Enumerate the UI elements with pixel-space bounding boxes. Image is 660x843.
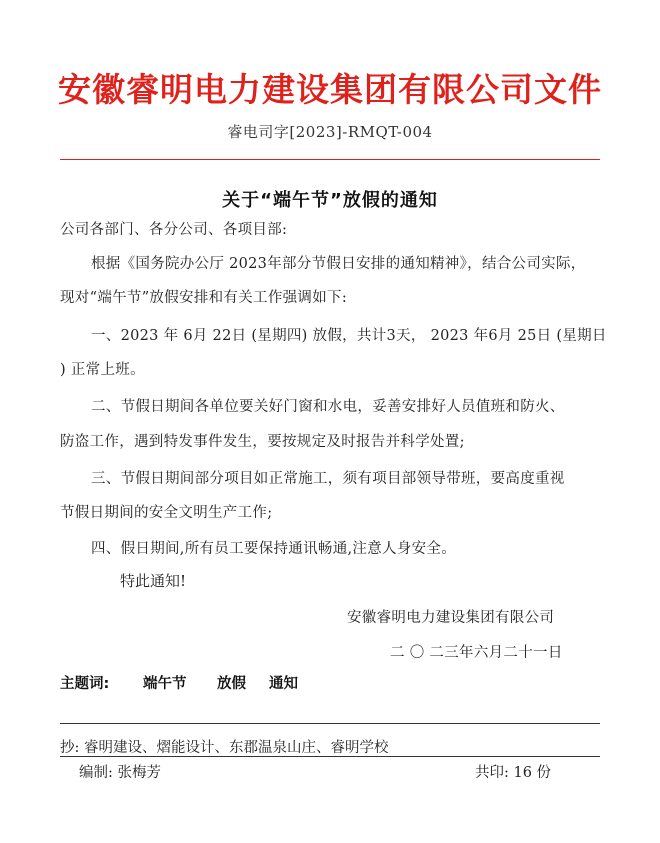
copies-count: 共印: 16 份: [475, 765, 552, 781]
notice-title: 关于“端午节”放假的通知: [222, 190, 438, 211]
intro-paragraph-line2: 现对“端午节”放假安排和有关工作强调如下:: [60, 290, 348, 306]
salutation: 公司各部门、各分公司、各项目部:: [60, 222, 288, 238]
editor: 编制: 张梅芳: [79, 765, 161, 781]
item-1-line1: 一、2023 年 6月 22日 (星期四) 放假，共计3天， 2023 年6月 25日 (星期日: [91, 328, 607, 344]
item-1-line2: ) 正常上班。: [60, 362, 145, 378]
intro-paragraph-line1: 根据《国务院办公厅 2023年部分节假日安排的通知精神》，结合公司实际，: [91, 256, 586, 272]
red-header-divider: [60, 159, 600, 160]
document-header-title: 安徽睿明电力建设集团有限公司文件: [58, 70, 602, 109]
document-number: 睿电司字[2023]-RMQT-004: [227, 123, 433, 141]
signature-company: 安徽睿明电力建设集团有限公司: [347, 610, 555, 626]
footer-divider-top: [60, 723, 600, 724]
item-3-line1: 三、节假日期间部分项目如正常施工，须有项目部领导带班，要高度重视: [91, 471, 565, 487]
subject-word: 通知: [269, 676, 298, 692]
signature-date: 二 〇 二三年六月二十一日: [390, 645, 563, 661]
item-3-line2: 节假日期间的安全文明生产工作;: [60, 505, 273, 521]
carbon-copy-list: 抄: 睿明建设、熠能设计、东郡温泉山庄、睿明学校: [60, 740, 389, 756]
subject-word: 放假: [217, 676, 246, 692]
item-4: 四、假日期间,所有员工要保持通讯畅通,注意人身安全。: [91, 541, 457, 557]
item-2-line1: 二、节假日期间各单位要关好门窗和水电，妥善安排好人员值班和防火、: [91, 399, 565, 415]
footer-divider-bottom: [60, 756, 600, 757]
closing-remark: 特此通知!: [120, 572, 187, 590]
item-2-line2: 防盗工作，遇到特发事件发生，要按规定及时报告并科学处置;: [60, 434, 465, 450]
subject-words-label: 主题词:: [60, 676, 110, 692]
subject-word: 端午节: [143, 676, 187, 692]
